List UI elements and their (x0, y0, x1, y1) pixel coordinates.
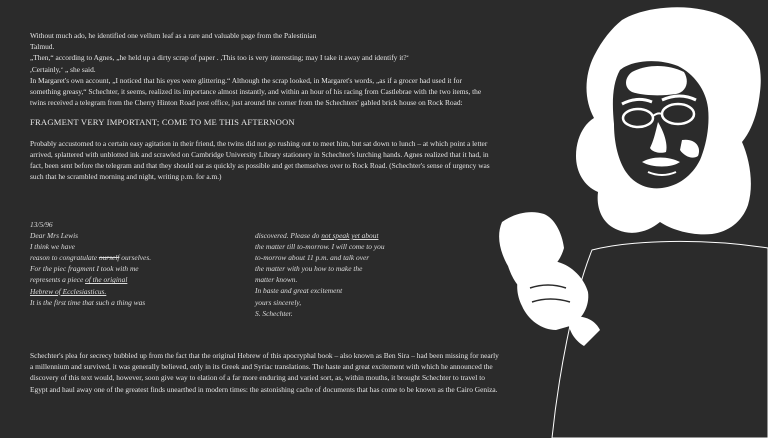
intro-p1b: Talmud. (30, 42, 55, 52)
middle-paragraph: Probably accustomed to a certain easy agitation in their friend, the twins did not go rushing out to meet him, but sat down to lunch – at which point a letter arrived, splattered with unblotted ink and scrawled on Cambridge University Library stationery in Schechter's lurching hands. Agnes realized that it had, in fact, been sent before the telegram and that they should eat as quickly as possible and get themselves over to Rock Road. (Schechter's sense of urgency was such that he scrambled morning and night, writing p.m. for a.m.) (30, 138, 490, 182)
letter-struck-text: ourself (98, 253, 120, 263)
letter-line: S. Schechter. (255, 308, 293, 318)
intro-p1: Without much ado, he identified one vellum leaf as a rare and valuable page from the Palestinian (30, 31, 317, 40)
letter-text: ourselves. (119, 253, 152, 263)
intro-p2: „Then,“ according to Agnes, „he held up a dirty scrap of paper . ,This too is very interesting; may I take it away and identify it?‘ (30, 53, 410, 63)
letter-right-column (255, 230, 475, 319)
letter-line: I think we have (30, 242, 75, 252)
closing-paragraph: Schechter's plea for secrecy bubbled up from the fact that the original Hebrew of this apocryphal book – also known as Ben Sira – had been missing for nearly a millennium and survived, it was generally believed, only in its Greek and Syriac translations. The haste and great excitement with which he announced the discovery of this text would, however, soon give way to elation of a far more enduring and varied sort, as, within mouths, it brought Schechter to travel to Egypt and haul away one of the greatest finds unearthed in modern times: the astonishing cache of documents that has come to be known as the Cairo Geniza. (30, 351, 499, 394)
schechter-portrait-illustration (472, 0, 768, 438)
letter-line (255, 230, 475, 241)
letter-line: to-morrow about 11 p.m. and talk over (255, 253, 370, 263)
letter-line: It is the first time that such a thing was (30, 297, 146, 307)
letter-line: the matter with you how to make the (255, 264, 363, 274)
intro-text (30, 30, 492, 182)
intro-p3: ,Certainly,‘ „ she said. (30, 64, 96, 74)
letter-line: Dear Mrs Lewis (30, 231, 79, 241)
letter-text: discovered. Please do (255, 231, 322, 240)
letter-date: 13/5/96 (30, 220, 53, 229)
letter-text: reason to congratulate (30, 253, 99, 263)
letter-line (30, 274, 240, 285)
letter-line: matter known. (255, 275, 298, 285)
letter-line: For the piec fragment I took with me (30, 264, 139, 274)
letter-line: the matter till to-morrow. I will come to you (255, 242, 385, 252)
letter-line: Hebrew of Ecclesiasticus. (30, 286, 107, 296)
letter-line: yours sincerely, (255, 297, 302, 307)
letter-line (30, 252, 240, 263)
letter-underlined-text: not speak yet about (321, 231, 379, 240)
telegram-text: FRAGMENT VERY IMPORTANT; COME TO ME THIS AFTERNOON (30, 117, 295, 128)
letter-underlined-text: of the original (85, 275, 128, 285)
letter-line: In baste and great excitement (255, 286, 343, 296)
letter-text: represents a piece (30, 275, 86, 285)
intro-p4: In Margaret's own account, „I noticed that his eyes were glittering.“ Although the scrap looked, in Margaret's words, „as if a grocer had used it for something greasy,“ Schechter, it seems, realized its importance almost instantly, and within an hour of his racing from Castlebrae with the two items, the twins received a telegram from the Cherry Hinton Road post office, just around the corner from the Schechters' gabled brick house on Rock Road: (30, 75, 482, 108)
letter-left-column (30, 219, 240, 308)
